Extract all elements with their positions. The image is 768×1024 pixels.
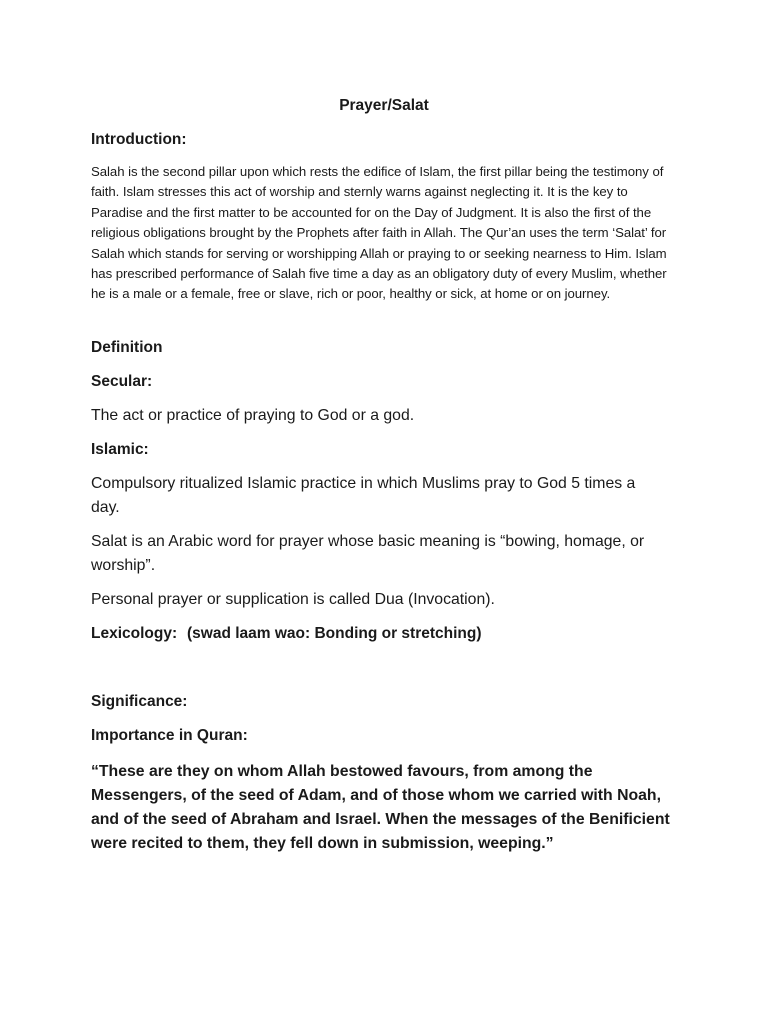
introduction-heading: Introduction:	[91, 131, 187, 148]
importance-heading: Importance in Quran:	[91, 727, 248, 744]
lexicology-line	[91, 624, 691, 644]
introduction-paragraph: Salah is the second pillar upon which rests the edifice of Islam, the first pillar being the testimony of faith. Islam stresses this act of worship and sternly warns against neglecting it. It is the key to Paradise and the first matter to be accounted for on the Day of Judgment. It is also the first of the religious obligations brought by the Prophets after faith in Allah. The Qur’an uses the term ‘Salat’ for Salah which stands for serving or worshipping Allah or praying to or seeking nearness to Him. Islam has prescribed performance of Salah five time a day as an obligatory duty of every Muslim, whether he is a male or a female, free or slave, rich or poor, healthy or sick, at home or on journey.	[91, 164, 667, 302]
islamic-definition-1: Compulsory ritualized Islamic practice in which Muslims pray to God 5 times a day.	[91, 475, 636, 516]
quran-quote: “These are they on whom Allah bestowed favours, from among the Messengers, of the seed of Adam, and of those whom we carried with Noah, and of the seed of Abraham and Israel. When the messages of the Benificient were recited to them, they fell down in submission, weeping.”	[91, 763, 670, 852]
lexicology-text: (swad laam wao: Bonding or stretching)	[187, 625, 482, 642]
lexicology-label: Lexicology:	[91, 625, 178, 642]
islamic-definition-2: Salat is an Arabic word for prayer whose basic meaning is “bowing, homage, or worship”.	[91, 533, 645, 574]
secular-heading: Secular:	[91, 373, 153, 390]
islamic-definition-3: Personal prayer or supplication is called Dua (Invocation).	[91, 591, 495, 608]
islamic-heading: Islamic:	[91, 441, 149, 458]
definition-heading: Definition	[91, 339, 163, 356]
significance-heading: Significance:	[91, 693, 188, 710]
page-title: Prayer/Salat	[339, 97, 429, 114]
secular-definition: The act or practice of praying to God or a god.	[91, 407, 415, 424]
